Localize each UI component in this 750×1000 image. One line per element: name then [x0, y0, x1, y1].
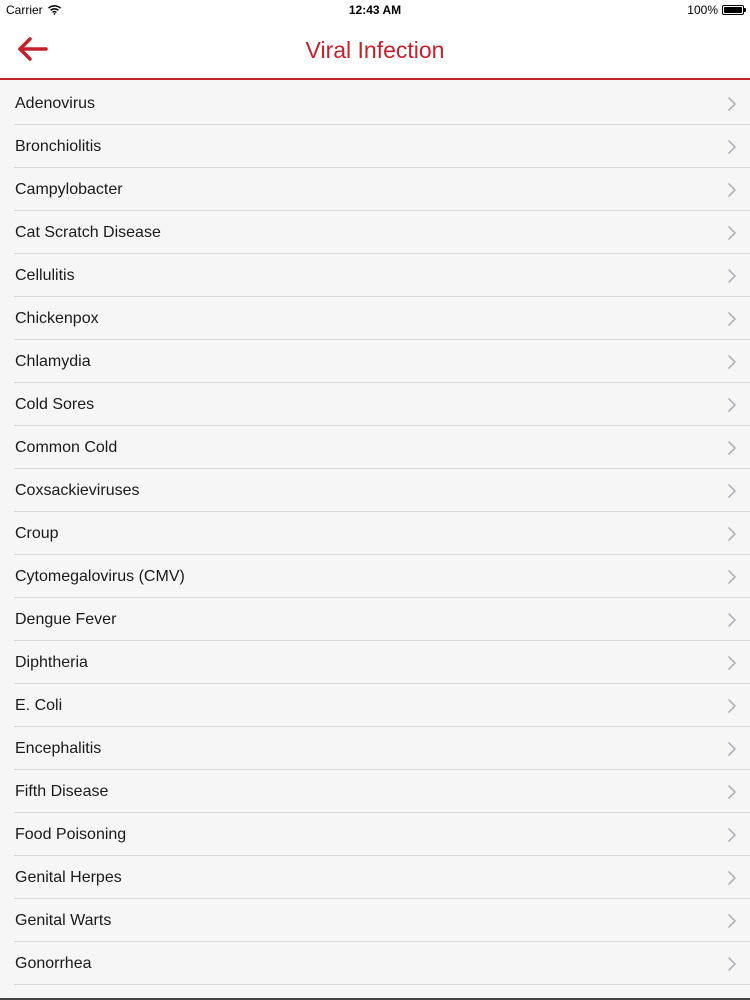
list-item-label: Campylobacter [15, 181, 123, 198]
chevron-right-icon [728, 226, 736, 240]
list-item-label: Coxsackieviruses [15, 482, 140, 499]
list-item[interactable] [0, 82, 750, 125]
list-item-label: E. Coli [15, 697, 63, 714]
list-item[interactable] [0, 254, 750, 297]
navigation-bar [0, 20, 750, 80]
chevron-right-icon [728, 355, 736, 369]
chevron-right-icon [728, 140, 736, 154]
list-item-label: Cytomegalovirus (CMV) [15, 568, 185, 585]
chevron-right-icon [728, 742, 736, 756]
list-item-label: Fifth Disease [15, 783, 109, 800]
list-item-label: Cold Sores [15, 396, 95, 413]
chevron-right-icon [728, 312, 736, 326]
list-item[interactable] [0, 813, 750, 856]
list-item-label: Encephalitis [15, 740, 102, 757]
list-item[interactable] [0, 383, 750, 426]
list-item-label: Bronchiolitis [15, 138, 102, 155]
list-item[interactable] [0, 856, 750, 899]
list-item[interactable] [0, 555, 750, 598]
list-item[interactable] [0, 297, 750, 340]
chevron-right-icon [728, 871, 736, 885]
list-item-label: Diphtheria [15, 654, 88, 671]
chevron-right-icon [728, 527, 736, 541]
list-item-label: Cellulitis [15, 267, 75, 284]
chevron-right-icon [728, 613, 736, 627]
list-item-label: Croup [15, 525, 59, 542]
list-item[interactable] [0, 125, 750, 168]
list-item[interactable] [0, 942, 750, 985]
carrier-label: Carrier [6, 3, 43, 17]
status-bar [0, 0, 750, 20]
chevron-right-icon [728, 269, 736, 283]
list-item[interactable] [0, 899, 750, 942]
battery-icon [722, 5, 744, 15]
list-item-label: Common Cold [15, 439, 118, 456]
infection-list [0, 82, 750, 985]
list-item[interactable] [0, 512, 750, 555]
list-item-label: Food Poisoning [15, 826, 127, 843]
chevron-right-icon [728, 570, 736, 584]
list-item[interactable] [0, 770, 750, 813]
list-item[interactable] [0, 168, 750, 211]
list-item-label: Dengue Fever [15, 611, 117, 628]
chevron-right-icon [728, 398, 736, 412]
chevron-right-icon [728, 484, 736, 498]
list-item-label: Chlamydia [15, 353, 91, 370]
list-item-label: Adenovirus [15, 95, 96, 112]
battery-group [687, 3, 744, 17]
chevron-right-icon [728, 183, 736, 197]
chevron-right-icon [728, 97, 736, 111]
list-item[interactable] [0, 340, 750, 383]
list-item[interactable] [0, 211, 750, 254]
list-item-label: Cat Scratch Disease [15, 224, 161, 241]
list-item[interactable] [0, 641, 750, 684]
chevron-right-icon [728, 441, 736, 455]
chevron-right-icon [728, 656, 736, 670]
status-time: 12:43 AM [348, 3, 402, 17]
list-item[interactable] [0, 426, 750, 469]
battery-percent: 100% [687, 3, 718, 17]
chevron-right-icon [728, 828, 736, 842]
list-item-label: Genital Warts [15, 912, 112, 929]
list-item-label: Gonorrhea [15, 955, 92, 972]
list-item[interactable] [0, 684, 750, 727]
list-item[interactable] [0, 727, 750, 770]
chevron-right-icon [728, 957, 736, 971]
chevron-right-icon [728, 785, 736, 799]
chevron-right-icon [728, 699, 736, 713]
list-item-label: Chickenpox [15, 310, 99, 327]
chevron-right-icon [728, 914, 736, 928]
page-title: Viral Infection [305, 37, 445, 63]
list-item-label: Genital Herpes [15, 869, 122, 886]
list-item[interactable] [0, 598, 750, 641]
list-item[interactable] [0, 469, 750, 512]
